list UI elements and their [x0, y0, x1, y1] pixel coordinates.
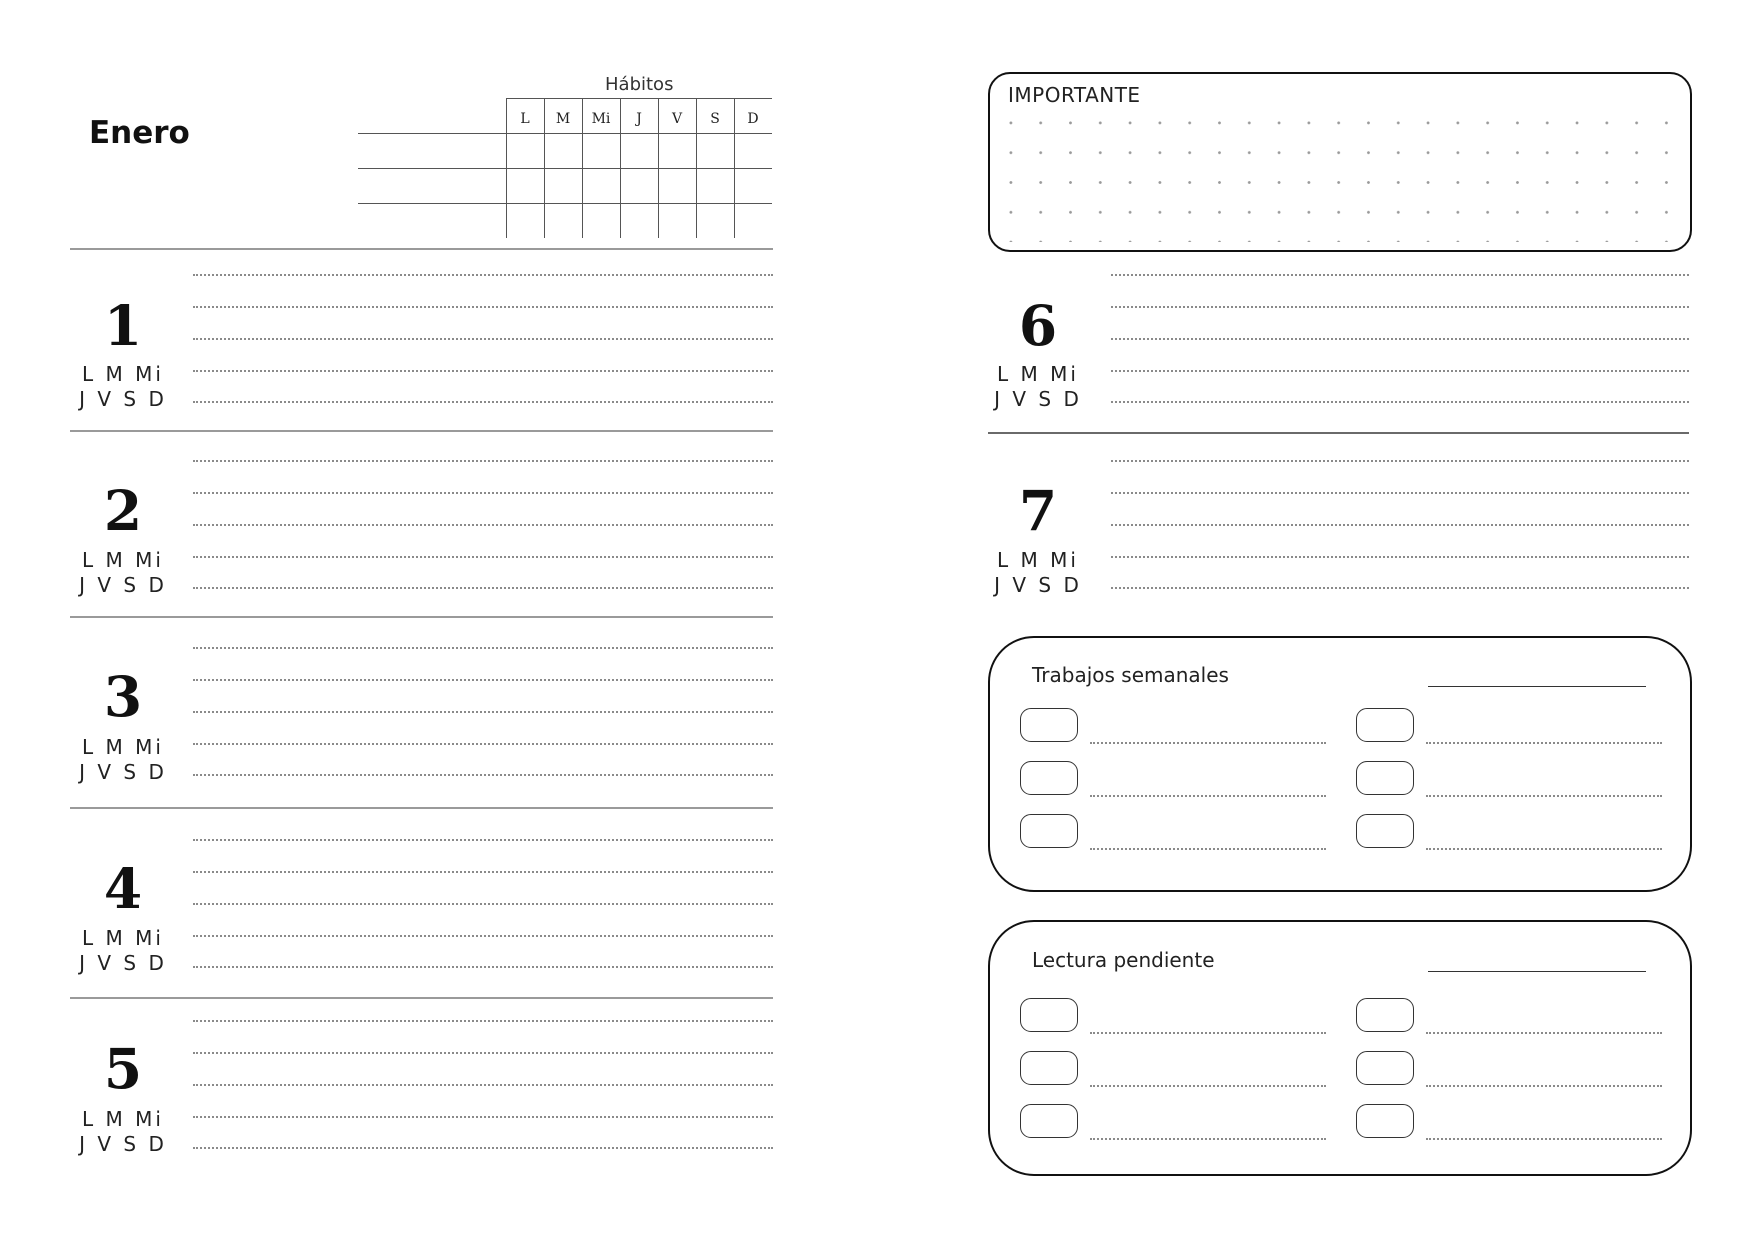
day-number: 1 — [103, 293, 143, 358]
note-line[interactable] — [193, 743, 773, 745]
note-line[interactable] — [193, 1147, 773, 1149]
habit-day-label: M — [555, 111, 571, 127]
note-line[interactable] — [193, 1116, 773, 1118]
note-line[interactable] — [1111, 587, 1689, 589]
section-divider — [70, 248, 773, 250]
note-line[interactable] — [193, 556, 773, 558]
note-line[interactable] — [1111, 556, 1689, 558]
note-line[interactable] — [193, 370, 773, 372]
note-line[interactable] — [193, 774, 773, 776]
note-line[interactable] — [1111, 460, 1689, 462]
habits-title: Hábitos — [605, 74, 674, 95]
weekday-row-1[interactable]: L M Mi — [82, 362, 164, 386]
task-line[interactable] — [1426, 848, 1662, 850]
reading-checkbox[interactable] — [1356, 998, 1414, 1032]
note-line[interactable] — [193, 524, 773, 526]
reading-line[interactable] — [1426, 1138, 1662, 1140]
day-number: 5 — [103, 1036, 143, 1101]
habits-row-line — [358, 203, 772, 204]
task-checkbox[interactable] — [1020, 761, 1078, 795]
habits-row-line — [358, 168, 772, 169]
note-line[interactable] — [1111, 306, 1689, 308]
section-divider — [70, 616, 773, 618]
weekday-row-1[interactable]: L M Mi — [997, 362, 1079, 386]
habits-row-line — [358, 133, 772, 134]
important-box — [988, 72, 1692, 252]
month-title: Enero — [89, 115, 190, 151]
reading-checkbox[interactable] — [1020, 1051, 1078, 1085]
note-line[interactable] — [1111, 338, 1689, 340]
section-divider — [70, 430, 773, 432]
weekly-tasks-title: Trabajos semanales — [1032, 663, 1229, 687]
weekday-row-2[interactable]: J V S D — [79, 760, 167, 784]
weekday-row-2[interactable]: J V S D — [79, 573, 167, 597]
weekly-tasks-panel — [988, 636, 1692, 892]
habit-day-label: J — [636, 111, 642, 127]
reading-line[interactable] — [1426, 1032, 1662, 1034]
note-line[interactable] — [1111, 401, 1689, 403]
note-line[interactable] — [1111, 370, 1689, 372]
task-line[interactable] — [1090, 742, 1326, 744]
note-line[interactable] — [193, 401, 773, 403]
task-line[interactable] — [1426, 742, 1662, 744]
day-number: 4 — [103, 856, 143, 921]
weekday-row-1[interactable]: L M Mi — [82, 926, 164, 950]
weekday-row-2[interactable]: J V S D — [79, 387, 167, 411]
pending-reading-panel — [988, 920, 1692, 1176]
reading-line[interactable] — [1090, 1138, 1326, 1140]
note-line[interactable] — [193, 306, 773, 308]
reading-checkbox[interactable] — [1356, 1104, 1414, 1138]
note-line[interactable] — [193, 492, 773, 494]
reading-checkbox[interactable] — [1356, 1051, 1414, 1085]
habit-day-label: L — [520, 111, 530, 127]
weekday-row-2[interactable]: J V S D — [79, 951, 167, 975]
note-line[interactable] — [193, 647, 773, 649]
note-line[interactable] — [193, 1020, 773, 1022]
habit-day-label: Mi — [591, 111, 611, 127]
section-divider — [988, 432, 1689, 434]
note-line[interactable] — [1111, 274, 1689, 276]
note-line[interactable] — [193, 935, 773, 937]
note-line[interactable] — [193, 871, 773, 873]
reading-checkbox[interactable] — [1020, 1104, 1078, 1138]
habit-day-label: D — [747, 111, 759, 127]
day-number: 2 — [103, 478, 143, 543]
task-line[interactable] — [1426, 795, 1662, 797]
habit-day-label: V — [671, 111, 683, 127]
weekday-row-2[interactable]: J V S D — [994, 387, 1082, 411]
reading-line[interactable] — [1090, 1085, 1326, 1087]
pending-reading-title: Lectura pendiente — [1032, 948, 1215, 972]
dot-grid[interactable] — [996, 108, 1682, 242]
reading-line[interactable] — [1426, 1085, 1662, 1087]
important-title: IMPORTANTE — [1008, 83, 1141, 107]
habit-day-label: S — [710, 111, 720, 127]
note-line[interactable] — [193, 460, 773, 462]
section-divider — [70, 807, 773, 809]
note-line[interactable] — [1111, 492, 1689, 494]
note-line[interactable] — [193, 274, 773, 276]
task-checkbox[interactable] — [1020, 708, 1078, 742]
title-underline — [1428, 971, 1646, 972]
task-checkbox[interactable] — [1356, 761, 1414, 795]
task-checkbox[interactable] — [1356, 814, 1414, 848]
note-line[interactable] — [193, 1084, 773, 1086]
task-line[interactable] — [1090, 795, 1326, 797]
note-line[interactable] — [193, 711, 773, 713]
task-line[interactable] — [1090, 848, 1326, 850]
weekday-row-1[interactable]: L M Mi — [82, 1107, 164, 1131]
note-line[interactable] — [193, 1052, 773, 1054]
reading-checkbox[interactable] — [1020, 998, 1078, 1032]
note-line[interactable] — [193, 839, 773, 841]
note-line[interactable] — [193, 966, 773, 968]
note-line[interactable] — [193, 338, 773, 340]
weekday-row-1[interactable]: L M Mi — [82, 548, 164, 572]
weekday-row-1[interactable]: L M Mi — [82, 735, 164, 759]
weekday-row-2[interactable]: J V S D — [994, 573, 1082, 597]
title-underline — [1428, 686, 1646, 687]
reading-line[interactable] — [1090, 1032, 1326, 1034]
section-divider — [70, 997, 773, 999]
day-number: 3 — [103, 664, 143, 729]
note-line[interactable] — [193, 587, 773, 589]
task-checkbox[interactable] — [1356, 708, 1414, 742]
weekday-row-2[interactable]: J V S D — [79, 1132, 167, 1156]
day-number: 6 — [1018, 293, 1058, 358]
note-line[interactable] — [193, 903, 773, 905]
note-line[interactable] — [1111, 524, 1689, 526]
habits-grid-top-line — [506, 98, 772, 99]
task-checkbox[interactable] — [1020, 814, 1078, 848]
weekday-row-1[interactable]: L M Mi — [997, 548, 1079, 572]
note-line[interactable] — [193, 679, 773, 681]
day-number: 7 — [1018, 478, 1058, 543]
